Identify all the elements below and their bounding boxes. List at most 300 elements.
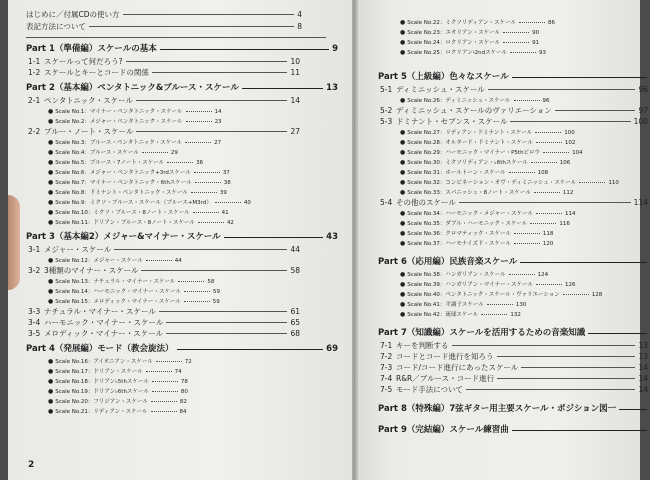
leader-dots	[510, 51, 536, 53]
bullet-icon: ●	[400, 169, 406, 176]
leader-dots	[185, 141, 211, 143]
toc-label: Scale No.26：ディミニッシュ・スケール	[407, 98, 511, 104]
bullet-icon: ●	[48, 219, 54, 226]
leader-dots	[514, 242, 540, 244]
toc-page: 84	[179, 409, 187, 415]
toc-label: Scale No.13：ナチュラル・マイナー・スケール	[55, 279, 176, 285]
leader-dots	[497, 377, 635, 379]
toc-chapter	[380, 85, 648, 95]
toc-label: 表記方法について	[26, 22, 86, 31]
toc-label: Scale No.11：ドリアン・ブルース・8ノート・スケール	[55, 220, 195, 226]
bullet-icon: ●	[48, 108, 54, 115]
toc-label: Scale No.9：ミクソ・ブルース・スケール（ブルース+M3rd）	[55, 200, 212, 206]
toc-chapter	[380, 363, 648, 373]
bullet-icon: ●	[400, 129, 406, 136]
leader-dots	[123, 13, 295, 15]
toc-chapter	[28, 318, 300, 328]
toc-page: 80	[180, 389, 188, 395]
toc-page: 9	[332, 44, 338, 54]
toc-page: 29	[170, 150, 178, 156]
toc-label: Scale No.27：リディアン・ドミナント・スケール	[407, 130, 533, 136]
toc-number: 1-2	[28, 68, 41, 77]
toc-label: キーを判断する	[396, 341, 449, 350]
toc-label: Scale No.38：ハンガリアン・スケール	[407, 272, 506, 278]
toc-page: 13	[638, 341, 648, 350]
leader-dots	[184, 300, 210, 302]
toc-page: 93	[539, 50, 547, 56]
toc-page: 44	[174, 258, 182, 264]
leader-dots	[151, 410, 177, 412]
bullet-icon: ●	[48, 298, 54, 305]
toc-number: 5-2	[380, 106, 393, 115]
toc-page: 40	[243, 200, 251, 206]
leader-dots	[520, 261, 647, 263]
toc-page: 14	[290, 96, 300, 105]
toc-label: Part 3（基本編2）メジャー&マイナー・スケール	[26, 232, 221, 242]
toc-label: Scale No.12：メジャー・スケール	[55, 258, 143, 264]
toc-scale-item	[400, 280, 640, 290]
leader-dots	[224, 236, 323, 238]
toc-number: 7-2	[380, 352, 393, 361]
toc-page: 43	[326, 232, 338, 242]
leader-dots	[152, 380, 178, 382]
bullet-icon: ●	[48, 159, 54, 166]
bullet-icon: ●	[400, 39, 406, 46]
toc-page: 116	[559, 221, 570, 227]
toc-chapter	[380, 117, 648, 127]
leader-dots	[579, 181, 605, 183]
bullet-icon: ●	[48, 398, 54, 405]
toc-label: Scale No.34：ハーモニック・メジャー・スケール	[407, 211, 533, 217]
leader-dots	[514, 232, 540, 234]
leader-dots	[519, 21, 545, 23]
toc-label: メジャー・スケール	[44, 245, 112, 254]
toc-page: 44	[290, 245, 300, 254]
leader-dots	[509, 273, 535, 275]
toc-page: 130	[515, 302, 527, 308]
leader-dots	[151, 400, 177, 402]
toc-label: Scale No.29：ハーモニック・マイナー・P5thビロウ	[407, 150, 541, 156]
leader-dots	[114, 248, 287, 250]
toc-label: Scale No.28：オルタード・ドミナント・スケール	[407, 140, 533, 146]
toc-label: Scale No.39：ハンガリアン・マイナー・スケール	[407, 282, 533, 288]
toc-page: 114	[565, 211, 576, 217]
toc-part-heading	[378, 404, 650, 415]
leader-dots	[156, 360, 182, 362]
toc-page: 59	[212, 299, 220, 305]
toc-scale-item	[400, 229, 640, 239]
toc-page: 100	[633, 117, 648, 126]
toc-label: Scale No.7：マイナー・ペンタトニック・6thスケール	[55, 180, 192, 186]
toc-label: Scale No.32：コンビネーション・オヴ・ディミニッシュ・スケール	[407, 180, 577, 186]
toc-scale-item	[400, 178, 640, 188]
toc-page: 58	[290, 266, 300, 275]
leader-dots	[536, 141, 562, 143]
bullet-icon: ●	[400, 291, 406, 298]
toc-scale-item	[400, 148, 640, 158]
leader-dots	[178, 280, 204, 282]
page-number: 2	[28, 460, 35, 470]
toc-scale-item	[400, 168, 640, 178]
toc-scale-item	[48, 107, 298, 117]
leader-dots	[588, 332, 647, 334]
toc-chapter	[380, 374, 648, 384]
bullet-icon: ●	[48, 378, 54, 385]
toc-chapter	[380, 385, 648, 395]
leader-dots	[534, 191, 560, 193]
bullet-icon: ●	[400, 189, 406, 196]
toc-chapter	[380, 341, 648, 351]
bullet-icon: ●	[48, 257, 54, 264]
toc-number: 5-3	[380, 117, 393, 126]
toc-page: 27	[290, 127, 300, 136]
toc-chapter	[28, 307, 300, 317]
toc-page: 36	[196, 160, 204, 166]
toc-page: 69	[326, 344, 338, 354]
toc-label: Scale No.24：ロクリアン・スケール	[407, 40, 501, 46]
toc-label: コード/コード進行にあったスケール	[396, 363, 519, 372]
toc-page: 41	[221, 210, 229, 216]
toc-label: Part 8（特殊編）7弦ギター用主要スケール・ポジション図一	[378, 404, 617, 414]
toc-page: 4	[297, 10, 302, 19]
toc-label: Scale No.18：ドリアン♭5thスケール	[55, 379, 149, 385]
bullet-icon: ●	[48, 199, 54, 206]
toc-label: モード手法について	[396, 385, 464, 394]
leader-dots	[89, 25, 294, 27]
toc-label: ディミニッシュ・スケールのヴァリエーション	[396, 106, 552, 115]
toc-label: Scale No.36：クロマティック・スケール	[407, 231, 511, 237]
toc-scale-item	[48, 397, 298, 407]
toc-scale-item	[48, 138, 298, 148]
toc-label: Scale No.14：ハーモニック・マイナー・スケール	[55, 289, 181, 295]
toc-label: ナチュラル・マイナー・スケール	[44, 307, 156, 316]
toc-chapter	[380, 352, 648, 362]
toc-page: 68	[290, 329, 300, 338]
toc-label: Scale No.37：ハーモナイズド・スケール	[407, 241, 511, 247]
bullet-icon: ●	[48, 149, 54, 156]
bullet-icon: ●	[400, 271, 406, 278]
toc-page: 82	[179, 399, 187, 405]
toc-label: 3種類のマイナー・スケール	[44, 266, 139, 275]
toc-page: 59	[213, 289, 220, 295]
leader-dots	[531, 161, 557, 163]
toc-scale-item	[400, 310, 640, 320]
toc-page: 14	[214, 109, 222, 115]
toc-label: ドミナント・セブンス・スケール	[396, 117, 508, 126]
toc-page: 72	[184, 359, 192, 365]
toc-part-heading	[378, 257, 650, 268]
leader-dots	[503, 31, 529, 33]
toc-number: 7-4	[380, 374, 393, 383]
bullet-icon: ●	[400, 179, 406, 186]
leader-dots	[543, 151, 569, 153]
toc-label: Scale No.23：エオリアン・スケール	[407, 30, 501, 36]
toc-label: Scale No.33：スパニッシュ・8ノート・スケール	[407, 190, 531, 196]
leader-dots	[184, 290, 210, 292]
leader-dots	[487, 303, 513, 305]
leader-dots	[215, 201, 241, 203]
leader-dots	[242, 87, 323, 89]
toc-scale-item	[400, 18, 640, 28]
bullet-icon: ●	[400, 230, 406, 237]
toc-scale-item	[48, 277, 298, 287]
toc-scale-item	[48, 117, 298, 127]
bullet-icon: ●	[400, 210, 406, 217]
toc-scale-item	[48, 407, 298, 417]
leader-dots	[503, 41, 529, 43]
toc-scale-item	[48, 208, 298, 218]
leader-dots	[191, 191, 217, 193]
bullet-icon: ●	[48, 189, 54, 196]
leader-dots	[466, 388, 635, 390]
leader-dots	[142, 151, 168, 153]
toc-page: 97	[638, 106, 648, 115]
bullet-icon: ●	[400, 159, 406, 166]
toc-page: 39	[219, 190, 227, 196]
toc-scale-item	[48, 168, 298, 178]
toc-page: 8	[297, 22, 302, 31]
toc-scale-item	[400, 290, 640, 300]
leader-dots	[166, 332, 287, 334]
leader-dots	[509, 171, 535, 173]
toc-scale-item	[400, 300, 640, 310]
toc-page: 118	[542, 231, 554, 237]
leader-dots	[166, 321, 287, 323]
toc-page: 100	[564, 130, 575, 136]
bullet-icon: ●	[48, 388, 54, 395]
toc-label: Scale No.16：アイオニアン・スケール	[55, 359, 153, 365]
toc-label: ハーモニック・マイナー・スケール	[44, 318, 164, 327]
toc-chapter	[28, 245, 300, 255]
right-page	[358, 0, 648, 480]
toc-page: 96	[638, 85, 648, 94]
toc-page: 126	[565, 282, 576, 288]
toc-page: 61	[290, 307, 300, 316]
toc-scale-item	[400, 209, 640, 219]
toc-page: 114	[633, 198, 648, 207]
toc-page: 58	[207, 279, 215, 285]
bullet-icon: ●	[400, 220, 406, 227]
leader-dots	[193, 211, 219, 213]
bullet-icon: ●	[48, 139, 54, 146]
bullet-icon: ●	[48, 368, 54, 375]
toc-label: メロディック・マイナー・スケール	[44, 329, 164, 338]
leader-dots	[159, 310, 288, 312]
leader-dots	[141, 269, 287, 271]
leader-dots	[126, 60, 288, 62]
leader-dots	[535, 131, 561, 133]
toc-scale-item	[48, 367, 298, 377]
bullet-icon: ●	[400, 301, 406, 308]
toc-page: 104	[572, 150, 583, 156]
toc-label: R&R／ブルース・コード進行	[396, 374, 495, 383]
toc-scale-item	[400, 128, 640, 138]
toc-page: 128	[591, 292, 603, 298]
leader-dots	[136, 99, 288, 101]
toc-number: 2-2	[28, 127, 41, 136]
bullet-icon: ●	[48, 288, 54, 295]
toc-page: 120	[542, 241, 554, 247]
toc-page: 27	[214, 140, 222, 146]
toc-label: Part 4（発展編）モード（教会旋法）	[26, 344, 174, 354]
toc-label: Scale No.10：ミクソ・ブルース・8ノート・スケール	[55, 210, 190, 216]
toc-label: Scale No.25：ロクリアン♮2ndスケール	[407, 50, 508, 56]
toc-chapter	[28, 329, 300, 339]
leader-dots	[536, 212, 562, 214]
toc-page: 91	[532, 40, 540, 46]
leader-dots	[177, 348, 324, 350]
toc-page: 38	[223, 180, 231, 186]
toc-scale-item	[48, 256, 298, 266]
toc-label: Scale No.5：ブルース・7ノート・スケール	[55, 160, 165, 166]
thumb-shadow	[8, 195, 20, 290]
toc-page: 106	[559, 160, 571, 166]
toc-label: Scale No.30：ミクソリディアン・♭6thスケール	[407, 160, 528, 166]
toc-page: 90	[532, 30, 540, 36]
toc-scale-item	[400, 219, 640, 229]
toc-label: Part 2（基本編）ペンタトニック&ブルース・スケール	[26, 83, 239, 93]
toc-scale-item	[400, 48, 640, 58]
leader-dots	[514, 99, 540, 101]
toc-label: Scale No.3：ブルース・ペンタトニック・スケール	[55, 140, 183, 146]
toc-chapter	[380, 106, 648, 116]
toc-number: 5-4	[380, 198, 393, 207]
toc-part-heading	[26, 232, 338, 243]
toc-label: Scale No.2：メジャー・ペンタトニック・スケール	[55, 119, 183, 125]
bullet-icon: ●	[48, 278, 54, 285]
leader-dots	[459, 201, 631, 203]
toc-intro-item	[26, 10, 302, 20]
toc-label: Part 7（知識編）スケールを活用するための音楽知識	[378, 328, 586, 338]
toc-number: 5-1	[380, 85, 393, 94]
toc-label: ペンタトニック・スケール	[44, 96, 133, 105]
toc-scale-item	[48, 148, 298, 158]
toc-part-heading	[26, 44, 338, 55]
bullet-icon: ●	[400, 240, 406, 247]
toc-part-heading	[378, 72, 650, 83]
toc-chapter	[28, 96, 300, 106]
leader-dots	[481, 313, 507, 315]
leader-dots	[488, 88, 636, 90]
toc-scale-item	[400, 188, 640, 198]
toc-scale-item	[48, 178, 298, 188]
leader-dots	[136, 130, 287, 132]
leader-dots	[555, 109, 636, 111]
leader-dots	[619, 408, 647, 410]
toc-page: 110	[608, 180, 619, 186]
toc-scale-item	[48, 158, 298, 168]
toc-page: 13	[326, 83, 338, 93]
toc-label: コードとコード進行を知ろう	[396, 352, 494, 361]
divider	[26, 37, 326, 38]
toc-chapter	[28, 68, 300, 78]
toc-number: 7-1	[380, 341, 393, 350]
toc-scale-item	[400, 38, 640, 48]
toc-page: 74	[174, 369, 182, 375]
toc-number: 3-3	[28, 307, 41, 316]
toc-part-heading	[378, 328, 650, 339]
toc-page: 42	[226, 220, 234, 226]
toc-label: Part 9（完結編）スケール練習曲	[378, 425, 509, 435]
toc-scale-item	[400, 158, 640, 168]
toc-scale-item	[48, 188, 298, 198]
bullet-icon: ●	[400, 149, 406, 156]
toc-page: 132	[510, 312, 521, 318]
leader-dots	[563, 293, 589, 295]
toc-scale-item	[48, 297, 298, 307]
toc-label: Scale No.17：ドリアン・スケール	[55, 369, 143, 375]
toc-page: 10	[290, 57, 300, 66]
toc-label: Scale No.31：ホールトーン・スケール	[407, 170, 506, 176]
leader-dots	[152, 71, 288, 73]
toc-number: 3-5	[28, 329, 41, 338]
toc-page: 14	[638, 374, 648, 383]
bullet-icon: ●	[400, 19, 406, 26]
toc-page: 86	[548, 20, 556, 26]
toc-label: はじめに／付属CDの使い方	[26, 10, 120, 19]
bullet-icon: ●	[400, 139, 406, 146]
left-page	[8, 0, 352, 480]
toc-label: Scale No.22：ミクソリディアン・スケール	[407, 20, 517, 26]
toc-page: 102	[564, 140, 576, 146]
toc-page: 14	[638, 385, 648, 394]
bullet-icon: ●	[48, 209, 54, 216]
leader-dots	[146, 370, 172, 372]
toc-label: Scale No.6：メジャー・ペンタトニック+3rdスケール	[55, 170, 191, 176]
toc-label: Scale No.42：琉球スケール	[407, 312, 479, 318]
bullet-icon: ●	[400, 29, 406, 36]
toc-page: 78	[180, 379, 188, 385]
toc-number: 3-2	[28, 266, 41, 275]
leader-dots	[186, 110, 212, 112]
bullet-icon: ●	[48, 179, 54, 186]
toc-label: Scale No.19：ドリアン♭6thスケール	[55, 389, 149, 395]
toc-scale-item	[48, 198, 298, 208]
toc-page: 112	[562, 190, 574, 196]
bullet-icon: ●	[400, 97, 406, 104]
bullet-icon: ●	[400, 49, 406, 56]
toc-chapter	[28, 127, 300, 137]
leader-dots	[186, 120, 212, 122]
toc-number: 3-1	[28, 245, 41, 254]
toc-page: 13	[638, 352, 648, 361]
leader-dots	[536, 283, 562, 285]
toc-scale-item	[400, 28, 640, 38]
toc-label: Scale No.15：メロディック・マイナー・スケール	[55, 299, 181, 305]
toc-label: その他のスケール	[396, 198, 456, 207]
leader-dots	[194, 171, 220, 173]
toc-label: Scale No.8：ドミナント・ペンタトニック・スケール	[55, 190, 188, 196]
toc-part-heading	[26, 83, 338, 94]
toc-page: 96	[542, 98, 550, 104]
toc-scale-item	[400, 270, 640, 280]
toc-number: 2-1	[28, 96, 41, 105]
toc-scale-item	[48, 287, 298, 297]
leader-dots	[497, 355, 636, 357]
leader-dots	[195, 181, 221, 183]
toc-label: スケールとキーとコードの関係	[44, 68, 149, 77]
leader-dots	[452, 344, 636, 346]
bullet-icon: ●	[400, 311, 406, 318]
leader-dots	[530, 222, 556, 224]
toc-label: Scale No.21：リディアン・スケール	[55, 409, 148, 415]
toc-page: 11	[290, 68, 300, 77]
toc-page: 65	[290, 318, 300, 327]
toc-scale-item	[400, 96, 640, 106]
toc-scale-item	[400, 239, 640, 249]
toc-scale-item	[400, 138, 640, 148]
toc-label: スケールって何だろう?	[44, 57, 123, 66]
